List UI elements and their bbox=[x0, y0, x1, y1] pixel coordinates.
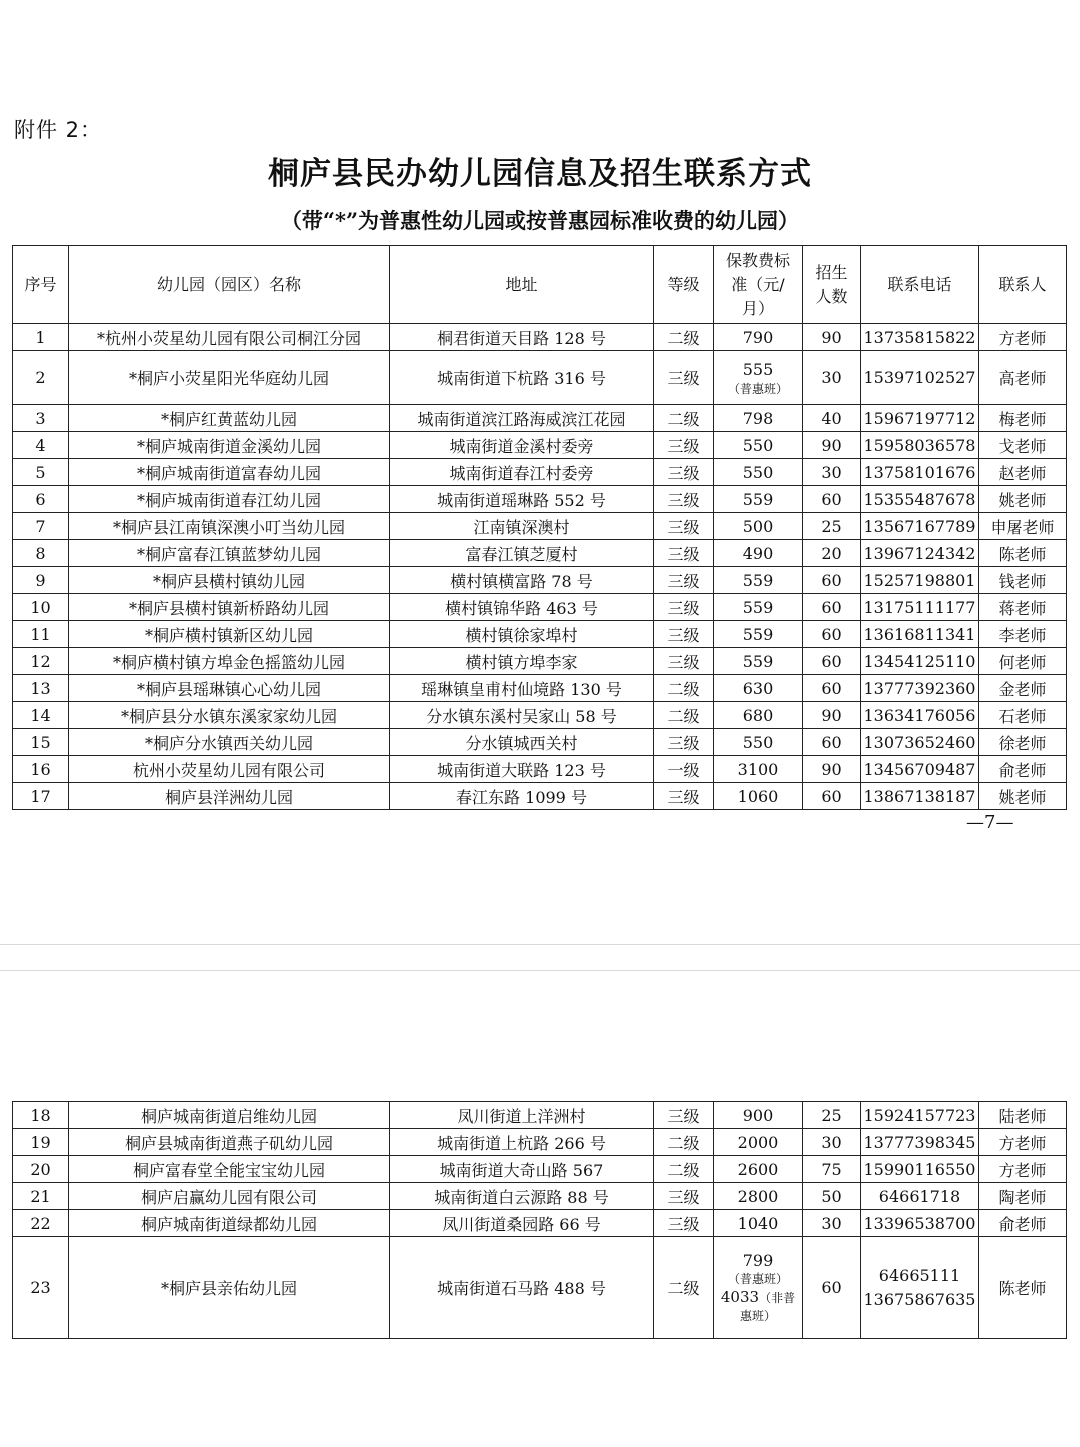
cell-enroll: 75 bbox=[803, 1156, 861, 1183]
cell-name: *桐庐城南街道春江幼儿园 bbox=[69, 486, 390, 513]
cell-no: 9 bbox=[13, 567, 69, 594]
cell-contact: 何老师 bbox=[979, 648, 1067, 675]
cell-address: 城南街道下杭路 316 号 bbox=[390, 351, 654, 405]
cell-phone: 13396538700 bbox=[861, 1210, 979, 1237]
cell-phone: 15924157723 bbox=[861, 1102, 979, 1129]
cell-no: 20 bbox=[13, 1156, 69, 1183]
cell-fee: 500 bbox=[714, 513, 803, 540]
cell-contact: 方老师 bbox=[979, 1129, 1067, 1156]
cell-grade: 三级 bbox=[654, 1183, 714, 1210]
cell-name: *桐庐横村镇方埠金色摇篮幼儿园 bbox=[69, 648, 390, 675]
cell-contact: 石老师 bbox=[979, 702, 1067, 729]
phone-value: 13675867635 bbox=[863, 1289, 976, 1309]
cell-address: 城南街道大奇山路 567 bbox=[390, 1156, 654, 1183]
cell-address: 横村镇锦华路 463 号 bbox=[390, 594, 654, 621]
cell-name: *桐庐县横村镇新桥路幼儿园 bbox=[69, 594, 390, 621]
cell-phone: 15958036578 bbox=[861, 432, 979, 459]
table-header-row bbox=[13, 246, 1067, 324]
cell-grade: 三级 bbox=[654, 1210, 714, 1237]
fee-note: （普惠班） bbox=[727, 1272, 788, 1286]
cell-address: 城南街道瑶琳路 552 号 bbox=[390, 486, 654, 513]
cell-phone: 13456709487 bbox=[861, 756, 979, 783]
table-row bbox=[13, 1156, 1067, 1183]
cell-address: 城南街道金溪村委旁 bbox=[390, 432, 654, 459]
table-row bbox=[13, 1129, 1067, 1156]
header-phone: 联系电话 bbox=[861, 246, 979, 324]
table-row bbox=[13, 729, 1067, 756]
phone-value: 64665111 bbox=[878, 1265, 961, 1285]
cell-address: 分水镇东溪村吴家山 58 号 bbox=[390, 702, 654, 729]
cell-grade: 三级 bbox=[654, 729, 714, 756]
cell-enroll: 90 bbox=[803, 324, 861, 351]
header-address: 地址 bbox=[390, 246, 654, 324]
cell-name: *桐庐县横村镇幼儿园 bbox=[69, 567, 390, 594]
cell-fee: 2000 bbox=[714, 1129, 803, 1156]
cell-address: 瑶琳镇皇甫村仙境路 130 号 bbox=[390, 675, 654, 702]
cell-grade: 三级 bbox=[654, 1102, 714, 1129]
cell-address: 富春江镇芝厦村 bbox=[390, 540, 654, 567]
table-row bbox=[13, 702, 1067, 729]
table-row bbox=[13, 783, 1067, 810]
cell-enroll: 40 bbox=[803, 405, 861, 432]
cell-enroll: 60 bbox=[803, 783, 861, 810]
cell-contact: 姚老师 bbox=[979, 783, 1067, 810]
cell-no: 2 bbox=[13, 351, 69, 405]
header-contact: 联系人 bbox=[979, 246, 1067, 324]
cell-grade: 三级 bbox=[654, 621, 714, 648]
cell-fee: 1060 bbox=[714, 783, 803, 810]
cell-no: 22 bbox=[13, 1210, 69, 1237]
cell-grade: 二级 bbox=[654, 702, 714, 729]
cell-enroll: 50 bbox=[803, 1183, 861, 1210]
header-enroll: 招生人数 bbox=[803, 246, 861, 324]
cell-grade: 三级 bbox=[654, 648, 714, 675]
page-title: 桐庐县民办幼儿园信息及招生联系方式 bbox=[268, 156, 812, 192]
cell-enroll: 30 bbox=[803, 1210, 861, 1237]
cell-fee: 559 bbox=[714, 648, 803, 675]
cell-no: 8 bbox=[13, 540, 69, 567]
cell-grade: 二级 bbox=[654, 1129, 714, 1156]
cell-enroll: 25 bbox=[803, 513, 861, 540]
cell-grade: 三级 bbox=[654, 432, 714, 459]
cell-grade: 二级 bbox=[654, 1156, 714, 1183]
cell-grade: 二级 bbox=[654, 1237, 714, 1339]
table-row bbox=[13, 486, 1067, 513]
cell-contact: 金老师 bbox=[979, 675, 1067, 702]
cell-contact: 陈老师 bbox=[979, 540, 1067, 567]
table-row bbox=[13, 324, 1067, 351]
cell-fee: 550 bbox=[714, 729, 803, 756]
cell-no: 5 bbox=[13, 459, 69, 486]
cell-enroll: 60 bbox=[803, 1237, 861, 1339]
table-row bbox=[13, 1210, 1067, 1237]
cell-no: 19 bbox=[13, 1129, 69, 1156]
cell-phone: 13777398345 bbox=[861, 1129, 979, 1156]
cell-no: 7 bbox=[13, 513, 69, 540]
cell-enroll: 90 bbox=[803, 432, 861, 459]
cell-phone: 13634176056 bbox=[861, 702, 979, 729]
table-row bbox=[13, 675, 1067, 702]
cell-no: 21 bbox=[13, 1183, 69, 1210]
table-row bbox=[13, 513, 1067, 540]
cell-name: 桐庐城南街道启维幼儿园 bbox=[69, 1102, 390, 1129]
cell-grade: 三级 bbox=[654, 486, 714, 513]
cell-no: 1 bbox=[13, 324, 69, 351]
table-row bbox=[13, 540, 1067, 567]
cell-no: 13 bbox=[13, 675, 69, 702]
cell-contact: 俞老师 bbox=[979, 1210, 1067, 1237]
header-no: 序号 bbox=[13, 246, 69, 324]
table-row bbox=[13, 621, 1067, 648]
cell-address: 凤川街道桑园路 66 号 bbox=[390, 1210, 654, 1237]
cell-enroll: 90 bbox=[803, 702, 861, 729]
cell-fee bbox=[714, 351, 803, 405]
cell-contact: 姚老师 bbox=[979, 486, 1067, 513]
cell-contact: 戈老师 bbox=[979, 432, 1067, 459]
cell-contact: 方老师 bbox=[979, 1156, 1067, 1183]
cell-fee: 559 bbox=[714, 594, 803, 621]
cell-phone: 13175111177 bbox=[861, 594, 979, 621]
cell-address: 城南街道上杭路 266 号 bbox=[390, 1129, 654, 1156]
cell-fee: 2800 bbox=[714, 1183, 803, 1210]
cell-address: 分水镇城西关村 bbox=[390, 729, 654, 756]
cell-enroll: 60 bbox=[803, 486, 861, 513]
page-subtitle: （带“*”为普惠性幼儿园或按普惠园标准收费的幼儿园） bbox=[280, 208, 800, 233]
cell-address: 横村镇横富路 78 号 bbox=[390, 567, 654, 594]
cell-name: *桐庐横村镇新区幼儿园 bbox=[69, 621, 390, 648]
cell-no: 23 bbox=[13, 1237, 69, 1339]
cell-phone: 13735815822 bbox=[861, 324, 979, 351]
cell-name: 桐庐城南街道绿都幼儿园 bbox=[69, 1210, 390, 1237]
cell-no: 16 bbox=[13, 756, 69, 783]
cell-name: 桐庐县洋洲幼儿园 bbox=[69, 783, 390, 810]
cell-grade: 三级 bbox=[654, 540, 714, 567]
table-row bbox=[13, 648, 1067, 675]
cell-address: 桐君街道天目路 128 号 bbox=[390, 324, 654, 351]
cell-name: *桐庐富春江镇蓝梦幼儿园 bbox=[69, 540, 390, 567]
cell-fee: 550 bbox=[714, 459, 803, 486]
cell-name: 桐庐富春堂全能宝宝幼儿园 bbox=[69, 1156, 390, 1183]
cell-name: *桐庐城南街道金溪幼儿园 bbox=[69, 432, 390, 459]
cell-name: *桐庐红黄蓝幼儿园 bbox=[69, 405, 390, 432]
cell-phone: 13073652460 bbox=[861, 729, 979, 756]
cell-name: *桐庐县江南镇深澳小叮当幼儿园 bbox=[69, 513, 390, 540]
fee-value: 4033 bbox=[720, 1288, 760, 1306]
attachment-label: 附件 2： bbox=[14, 118, 103, 142]
cell-fee: 680 bbox=[714, 702, 803, 729]
cell-address: 城南街道白云源路 88 号 bbox=[390, 1183, 654, 1210]
cell-no: 10 bbox=[13, 594, 69, 621]
cell-enroll: 60 bbox=[803, 621, 861, 648]
cell-phone: 13758101676 bbox=[861, 459, 979, 486]
cell-contact: 俞老师 bbox=[979, 756, 1067, 783]
cell-contact: 申屠老师 bbox=[979, 513, 1067, 540]
cell-enroll: 60 bbox=[803, 594, 861, 621]
cell-fee: 559 bbox=[714, 486, 803, 513]
table-row bbox=[13, 756, 1067, 783]
table-row bbox=[13, 459, 1067, 486]
cell-contact: 陈老师 bbox=[979, 1237, 1067, 1339]
cell-fee: 559 bbox=[714, 621, 803, 648]
cell-grade: 三级 bbox=[654, 783, 714, 810]
cell-address: 春江东路 1099 号 bbox=[390, 783, 654, 810]
table-row bbox=[13, 1183, 1067, 1210]
table-row bbox=[13, 351, 1067, 405]
cell-fee: 559 bbox=[714, 567, 803, 594]
cell-enroll: 90 bbox=[803, 756, 861, 783]
fee-note: （非普 bbox=[759, 1291, 796, 1305]
cell-no: 6 bbox=[13, 486, 69, 513]
cell-grade: 二级 bbox=[654, 675, 714, 702]
cell-enroll: 30 bbox=[803, 459, 861, 486]
cell-address: 横村镇徐家埠村 bbox=[390, 621, 654, 648]
cell-name: 桐庐启赢幼儿园有限公司 bbox=[69, 1183, 390, 1210]
cell-contact: 蒋老师 bbox=[979, 594, 1067, 621]
cell-phone: 15257198801 bbox=[861, 567, 979, 594]
cell-name: *桐庐县瑶琳镇心心幼儿园 bbox=[69, 675, 390, 702]
cell-phone bbox=[861, 1237, 979, 1339]
cell-enroll: 20 bbox=[803, 540, 861, 567]
cell-fee: 798 bbox=[714, 405, 803, 432]
cell-grade: 一级 bbox=[654, 756, 714, 783]
cell-address: 城南街道石马路 488 号 bbox=[390, 1237, 654, 1339]
header-grade: 等级 bbox=[654, 246, 714, 324]
cell-contact: 高老师 bbox=[979, 351, 1067, 405]
cell-phone: 13777392360 bbox=[861, 675, 979, 702]
cell-contact: 方老师 bbox=[979, 324, 1067, 351]
fee-note: 惠班） bbox=[739, 1309, 776, 1323]
cell-address: 横村镇方埠李家 bbox=[390, 648, 654, 675]
cell-phone: 15990116550 bbox=[861, 1156, 979, 1183]
cell-contact: 陶老师 bbox=[979, 1183, 1067, 1210]
cell-fee: 790 bbox=[714, 324, 803, 351]
table-row bbox=[13, 432, 1067, 459]
cell-name: *桐庐县分水镇东溪家家幼儿园 bbox=[69, 702, 390, 729]
page-divider bbox=[0, 944, 1080, 945]
cell-name: *桐庐县亲佑幼儿园 bbox=[69, 1237, 390, 1339]
cell-name: *桐庐小荧星阳光华庭幼儿园 bbox=[69, 351, 390, 405]
table-row bbox=[13, 1237, 1067, 1339]
cell-no: 18 bbox=[13, 1102, 69, 1129]
table-row bbox=[13, 405, 1067, 432]
cell-phone: 13967124342 bbox=[861, 540, 979, 567]
fee-value: 799 bbox=[742, 1251, 774, 1270]
cell-grade: 三级 bbox=[654, 594, 714, 621]
cell-contact: 赵老师 bbox=[979, 459, 1067, 486]
cell-grade: 三级 bbox=[654, 567, 714, 594]
table-row bbox=[13, 594, 1067, 621]
cell-name: *杭州小荧星幼儿园有限公司桐江分园 bbox=[69, 324, 390, 351]
cell-address: 城南街道滨江路海威滨江花园 bbox=[390, 405, 654, 432]
cell-enroll: 60 bbox=[803, 567, 861, 594]
cell-grade: 三级 bbox=[654, 459, 714, 486]
cell-grade: 三级 bbox=[654, 351, 714, 405]
cell-name: *桐庐城南街道富春幼儿园 bbox=[69, 459, 390, 486]
cell-fee: 630 bbox=[714, 675, 803, 702]
cell-contact: 陆老师 bbox=[979, 1102, 1067, 1129]
cell-phone: 15967197712 bbox=[861, 405, 979, 432]
cell-grade: 三级 bbox=[654, 513, 714, 540]
cell-grade: 二级 bbox=[654, 324, 714, 351]
cell-phone: 13867138187 bbox=[861, 783, 979, 810]
cell-contact: 梅老师 bbox=[979, 405, 1067, 432]
cell-address: 江南镇深澳村 bbox=[390, 513, 654, 540]
fee-value: 555 bbox=[742, 359, 774, 379]
cell-address: 城南街道大联路 123 号 bbox=[390, 756, 654, 783]
cell-no: 3 bbox=[13, 405, 69, 432]
kindergarten-table bbox=[12, 245, 1067, 810]
cell-no: 17 bbox=[13, 783, 69, 810]
cell-enroll: 60 bbox=[803, 729, 861, 756]
cell-phone: 13616811341 bbox=[861, 621, 979, 648]
cell-no: 15 bbox=[13, 729, 69, 756]
cell-phone: 13454125110 bbox=[861, 648, 979, 675]
cell-contact: 李老师 bbox=[979, 621, 1067, 648]
cell-contact: 钱老师 bbox=[979, 567, 1067, 594]
cell-fee: 2600 bbox=[714, 1156, 803, 1183]
cell-address: 城南街道春江村委旁 bbox=[390, 459, 654, 486]
cell-no: 14 bbox=[13, 702, 69, 729]
fee-note: （普惠班） bbox=[727, 381, 788, 396]
cell-no: 4 bbox=[13, 432, 69, 459]
header-fee: 保教费标准（元/月） bbox=[714, 246, 803, 324]
page-number: —7— bbox=[966, 812, 1014, 833]
cell-phone: 64661718 bbox=[861, 1183, 979, 1210]
cell-fee: 1040 bbox=[714, 1210, 803, 1237]
cell-name: 桐庐县城南街道燕子矶幼儿园 bbox=[69, 1129, 390, 1156]
cell-address: 凤川街道上洋洲村 bbox=[390, 1102, 654, 1129]
cell-enroll: 25 bbox=[803, 1102, 861, 1129]
cell-phone: 15397102527 bbox=[861, 351, 979, 405]
kindergarten-table-continued bbox=[12, 1101, 1067, 1339]
cell-name: 杭州小荧星幼儿园有限公司 bbox=[69, 756, 390, 783]
cell-fee: 900 bbox=[714, 1102, 803, 1129]
cell-fee bbox=[714, 1237, 803, 1339]
cell-contact: 徐老师 bbox=[979, 729, 1067, 756]
cell-enroll: 30 bbox=[803, 1129, 861, 1156]
cell-fee: 550 bbox=[714, 432, 803, 459]
cell-no: 11 bbox=[13, 621, 69, 648]
cell-no: 12 bbox=[13, 648, 69, 675]
page-divider bbox=[0, 970, 1080, 971]
cell-name: *桐庐分水镇西关幼儿园 bbox=[69, 729, 390, 756]
table-row bbox=[13, 567, 1067, 594]
cell-phone: 13567167789 bbox=[861, 513, 979, 540]
cell-enroll: 60 bbox=[803, 648, 861, 675]
cell-phone: 15355487678 bbox=[861, 486, 979, 513]
cell-fee: 490 bbox=[714, 540, 803, 567]
header-name: 幼儿园（园区）名称 bbox=[69, 246, 390, 324]
cell-enroll: 30 bbox=[803, 351, 861, 405]
table-row bbox=[13, 1102, 1067, 1129]
cell-enroll: 60 bbox=[803, 675, 861, 702]
cell-grade: 二级 bbox=[654, 405, 714, 432]
cell-fee: 3100 bbox=[714, 756, 803, 783]
